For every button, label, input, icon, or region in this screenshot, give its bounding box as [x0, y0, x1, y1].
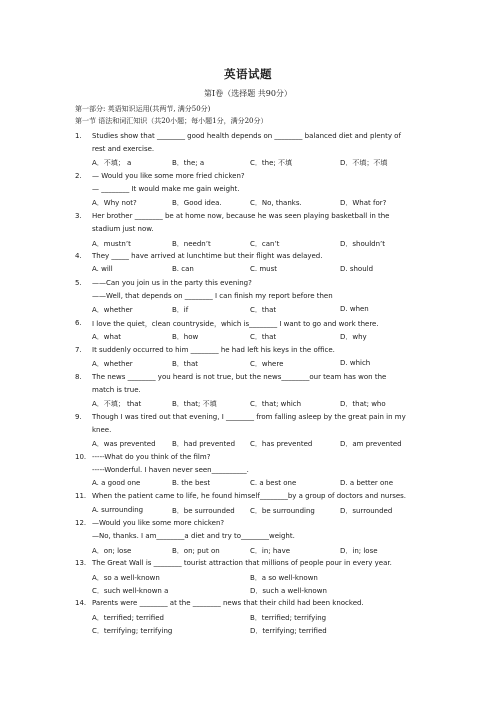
answer-option: A．mustn’t — [92, 240, 131, 248]
question-number: 12. — [75, 519, 87, 527]
answer-option: A．so a well-known — [92, 574, 160, 582]
question-number: 4. — [75, 252, 82, 260]
part-heading: 第一部分: 英语知识运用(共两节, 满分50分) — [75, 105, 211, 113]
section-heading: 第一节 语法和词汇知识（共20小题；每小题1分，满分20分） — [75, 117, 268, 125]
answer-option: A．what — [92, 333, 121, 341]
answer-option: C．in; have — [250, 547, 291, 555]
answer-option: A. a good one — [92, 479, 141, 487]
answer-option: D．不填；不填 — [340, 159, 388, 167]
answer-option: C．the; 不填 — [250, 159, 292, 167]
question-text: Studies show that ________ good health depends on ________ balanced diet and plenty of — [92, 132, 401, 140]
page-title: 英语试题 — [224, 67, 272, 81]
question-text: Her brother ________ be at home now, because he was seen playing basketball in the — [92, 212, 390, 220]
question-text: knee. — [92, 426, 112, 434]
answer-option: A. will — [92, 265, 113, 273]
answer-option: C．be surrounding — [250, 507, 315, 515]
answer-option: D．am prevented — [340, 440, 402, 448]
question-text: -----Wonderful. I haven never seen__________. — [92, 466, 249, 474]
answer-option: B．a so well-known — [250, 574, 318, 582]
answer-option: D．shouldn’t — [340, 240, 385, 248]
answer-option: D．such a well-known — [250, 587, 327, 595]
answer-option: A．不填； that — [92, 400, 142, 408]
answer-option: C．that — [250, 333, 277, 341]
answer-option: A．on; lose — [92, 547, 132, 555]
question-number: 9. — [75, 413, 82, 421]
answer-option: D. should — [340, 265, 374, 273]
answer-option: A．was prevented — [92, 440, 156, 448]
answer-option: D．What for? — [340, 199, 387, 207]
answer-option: A．whether — [92, 360, 133, 368]
question-text: The Great Wall is ________ tourist attraction that millions of people pour in every year. — [92, 559, 392, 567]
answer-option: B．how — [172, 333, 199, 341]
question-text: rest and exercise. — [92, 145, 155, 153]
question-text: The news ________ you heard is not true, but the news________our team has won the — [92, 373, 387, 381]
question-text: —No, thanks. I am________a diet and try to________weight. — [92, 532, 295, 540]
answer-option: D．that; who — [340, 400, 386, 408]
question-text: They _____ have arrived at lunchtime but their flight was delayed. — [92, 252, 323, 260]
question-text: — Would you like some more fried chicken? — [92, 172, 245, 180]
answer-option: B. the best — [172, 479, 211, 487]
answer-option: C. a best one — [250, 479, 297, 487]
question-text: I love the quiet，clean countryside，which is________ I want to go and work there. — [92, 320, 379, 328]
question-number: 3. — [75, 212, 82, 220]
question-text: —Would you like some more chicken? — [92, 519, 225, 527]
answer-option: B．if — [172, 306, 189, 314]
answer-option: B．be surrounded — [172, 507, 235, 515]
answer-option: A．terrified; terrified — [92, 614, 164, 622]
question-number: 10. — [75, 453, 87, 461]
answer-option: C．where — [250, 360, 284, 368]
question-text: stadium just now. — [92, 225, 154, 233]
question-number: 14. — [75, 599, 87, 607]
question-number: 7. — [75, 346, 82, 354]
answer-option: C．such well-known a — [92, 587, 169, 595]
answer-option: C．terrifying; terrifying — [92, 627, 173, 635]
question-number: 2. — [75, 172, 82, 180]
answer-option: B．terrified; terrifying — [250, 614, 327, 622]
answer-option: B．that; 不填 — [172, 400, 217, 408]
question-text: ——Well, that depends on ________ I can finish my report before then — [92, 292, 333, 300]
question-text: match is true. — [92, 386, 141, 394]
question-text: -----What do you think of the film? — [92, 453, 211, 461]
paper-subtitle: 第Ⅰ卷（选择题 共90分） — [204, 89, 292, 98]
question-text: It suddenly occurred to him ________ he had left his keys in the office. — [92, 346, 335, 354]
answer-option: B．had prevented — [172, 440, 236, 448]
question-number: 8. — [75, 373, 82, 381]
question-text: — ________ It would make me gain weight. — [92, 185, 240, 193]
answer-option: D．surrounded — [340, 507, 393, 515]
answer-option: D．in; lose — [340, 547, 378, 555]
question-text: Parents were ________ at the ________ news that their child had been knocked. — [92, 599, 364, 607]
answer-option: B．needn’t — [172, 240, 211, 248]
question-number: 1. — [75, 132, 82, 140]
answer-option: D. when — [340, 305, 369, 313]
answer-option: B．that — [172, 360, 199, 368]
answer-option: B．the; a — [172, 159, 205, 167]
answer-option: B．Good idea. — [172, 199, 222, 207]
question-number: 11. — [75, 492, 87, 500]
question-text: ——Can you join us in the party this evening? — [92, 279, 252, 287]
question-text: Though I was tired out that evening, I ________ from falling asleep by the great pain in my — [92, 413, 406, 421]
answer-option: C．that — [250, 306, 277, 314]
answer-option: D．terrifying; terrified — [250, 627, 327, 635]
answer-option: C．No, thanks. — [250, 199, 302, 207]
question-number: 13. — [75, 559, 87, 567]
answer-option: A．whether — [92, 306, 133, 314]
answer-option: D. which — [340, 359, 371, 367]
answer-option: C．that; which — [250, 400, 302, 408]
answer-option: A．Why not? — [92, 199, 137, 207]
answer-option: D. a better one — [340, 479, 394, 487]
question-number: 5. — [75, 279, 82, 287]
answer-option: D．why — [340, 333, 367, 341]
answer-option: C. must — [250, 265, 277, 273]
answer-option: A．不填； a — [92, 159, 132, 167]
answer-option: C．can’t — [250, 240, 280, 248]
question-text: When the patient came to life, he found himself________by a group of doctors and nurses. — [92, 492, 407, 500]
question-number: 6. — [75, 319, 82, 327]
answer-option: B．on; put on — [172, 547, 220, 555]
answer-option: C．has prevented — [250, 440, 313, 448]
answer-option: A. surrounding — [92, 506, 144, 514]
answer-option: B. can — [172, 265, 194, 273]
